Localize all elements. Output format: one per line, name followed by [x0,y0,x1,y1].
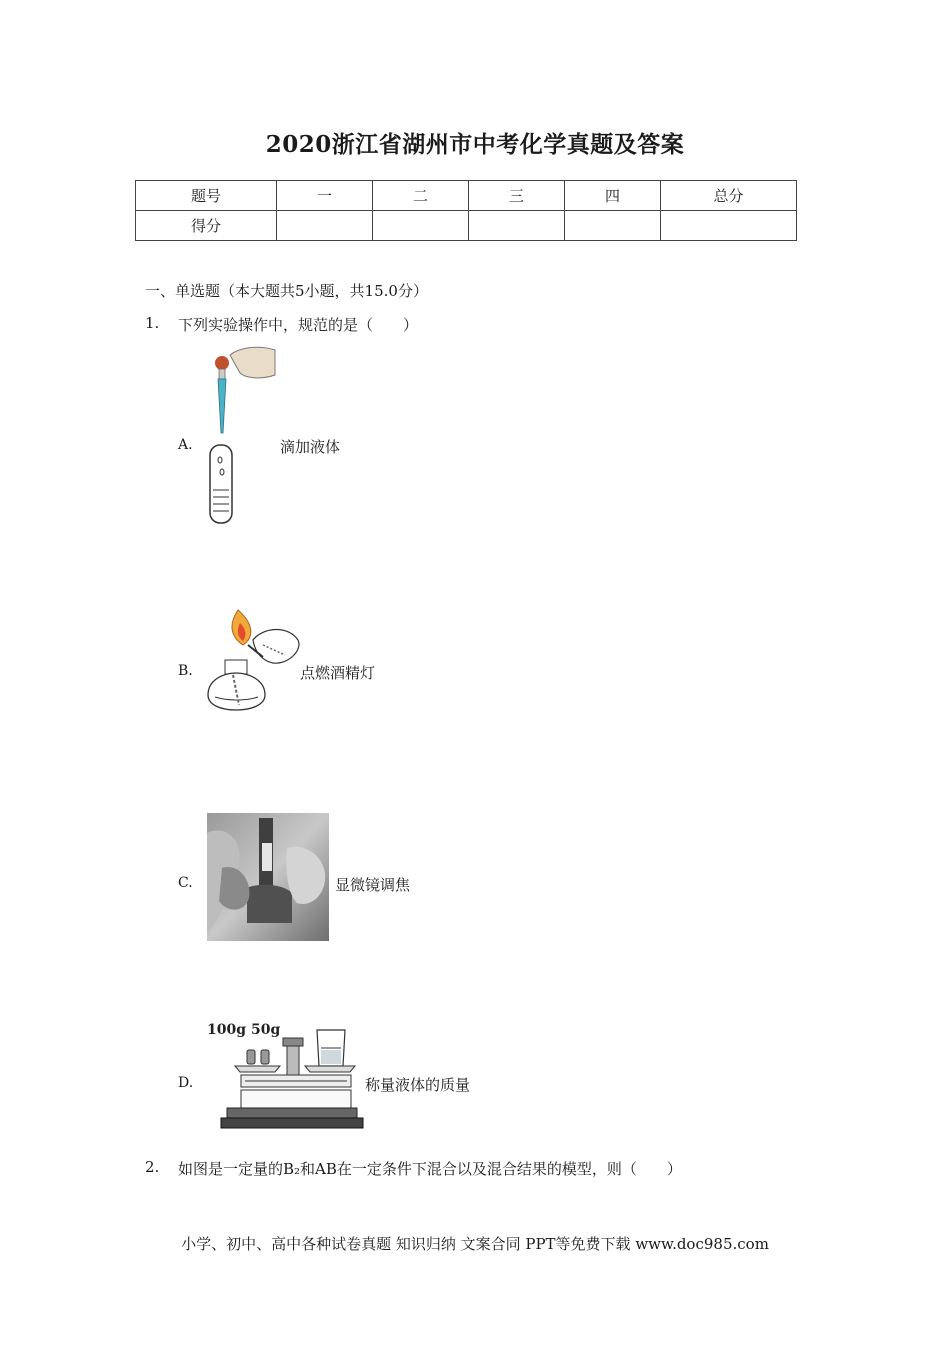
table-cell: 一 [277,181,373,211]
option-caption: 显微镜调焦 [335,876,411,894]
table-row [136,211,797,241]
question-number: 2. [145,1158,160,1176]
option-caption: 点燃酒精灯 [300,664,376,682]
balance-scale-icon [205,1020,365,1132]
option-caption: 滴加液体 [280,438,341,456]
table-cell: 二 [373,181,469,211]
question-text: 如图是一定量的B₂和AB在一定条件下混合以及混合结果的模型，则（ ） [178,1160,682,1178]
footer-text: 小学、初中、高中各种试卷真题 知识归纳 文案合同 PPT等免费下载 www.doc985.com [181,1235,769,1253]
table-cell [373,211,469,241]
table-cell: 三 [469,181,565,211]
table-cell: 题号 [136,181,277,211]
dropper-test-tube-icon [200,345,280,530]
table-cell: 四 [565,181,661,211]
alcohol-lamp-lighting-icon [203,605,303,715]
table-cell [469,211,565,241]
option-caption: 称量液体的质量 [365,1076,471,1094]
option-label: B. [178,663,193,679]
table-cell: 总分 [661,181,797,211]
question-text: 下列实验操作中，规范的是（ ） [178,316,419,334]
table-cell [277,211,373,241]
section-heading: 一、单选题（本大题共5小题，共15.0分） [145,282,428,300]
option-label: D. [178,1075,194,1091]
microscope-photo-icon [207,813,329,941]
weight-label: 100g [207,1022,247,1038]
table-row [136,181,797,211]
score-table [135,180,797,241]
option-label: C. [178,875,193,891]
option-label: A. [178,437,193,453]
weight-label: 50g [251,1022,281,1038]
question-number: 1. [145,314,160,332]
page-title: 2020浙江省湖州市中考化学真题及答案 [265,131,685,158]
table-cell [661,211,797,241]
table-cell [565,211,661,241]
table-cell: 得分 [136,211,277,241]
